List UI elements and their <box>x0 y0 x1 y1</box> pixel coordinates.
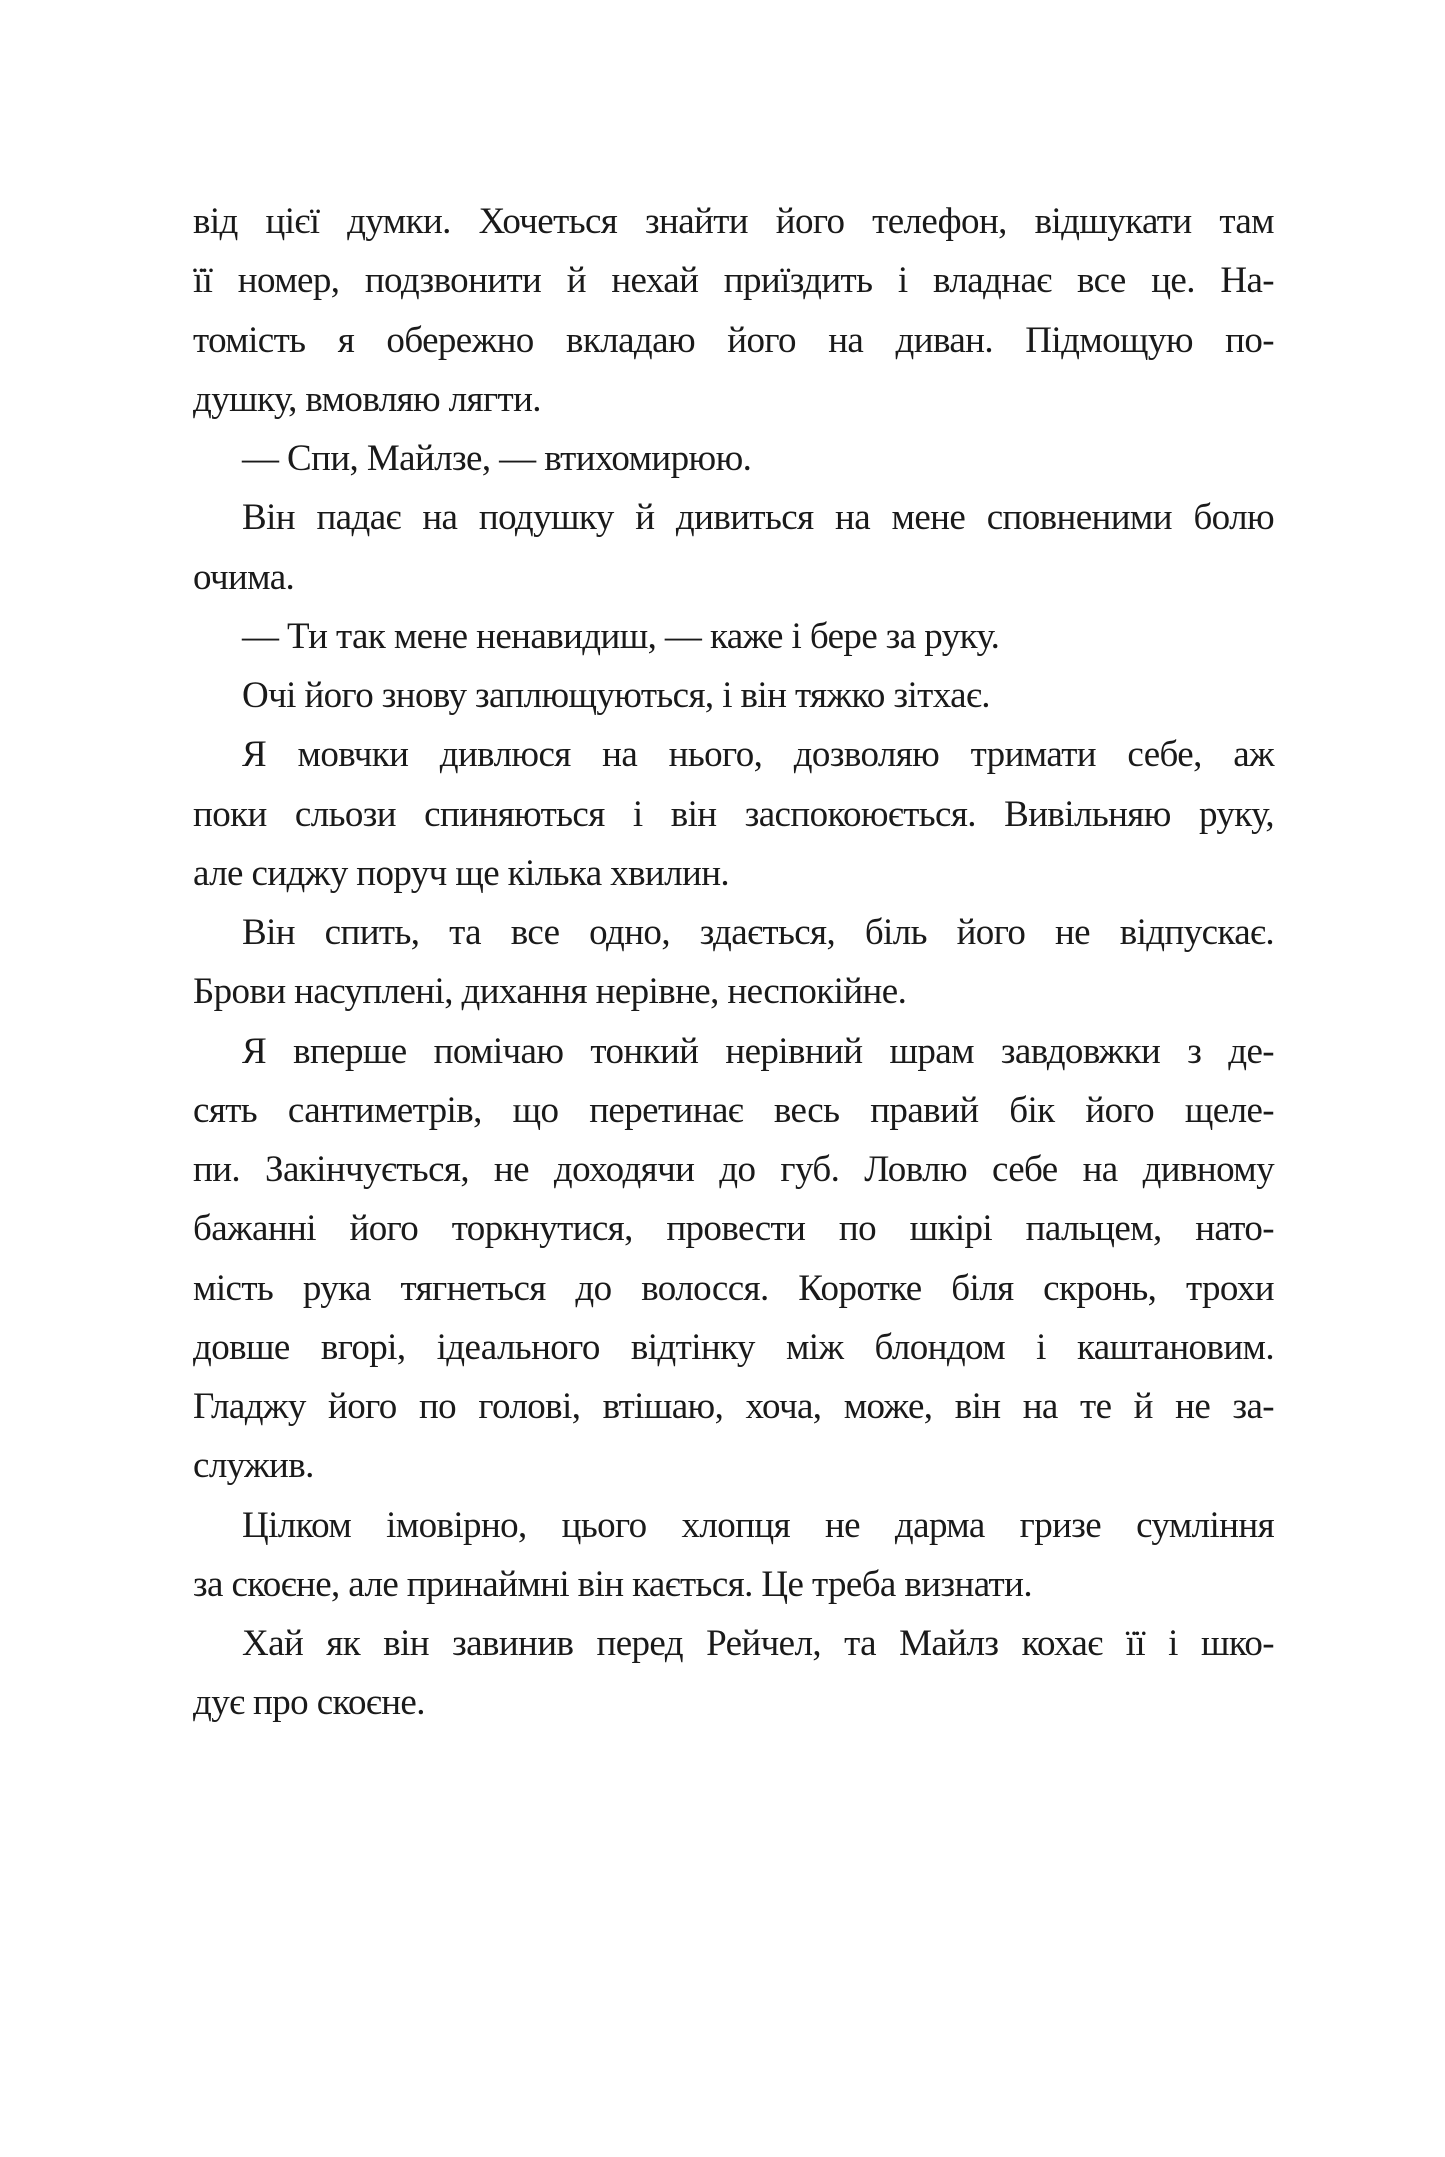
text-line: від цієї думки. Хочеться знайти його телефон, відшукати там <box>193 201 1274 242</box>
text-line: томість я обережно вкладаю його на диван. Підмощую по- <box>193 319 1274 361</box>
paragraph <box>193 1614 1274 1733</box>
text-line: — Спи, Майлзе, — втихомирюю. <box>242 438 752 479</box>
paragraph <box>193 666 1274 725</box>
text-line: Очі його знову заплющуються, і він тяжко зітхає. <box>242 675 990 716</box>
text-line: очима. <box>193 556 295 598</box>
text-line: Хай як він завинив перед Рейчел, та Майлз кохає її і шко- <box>242 1623 1274 1664</box>
paragraph <box>193 607 1274 666</box>
text-line: Я мовчки дивлюся на нього, дозволяю тримати себе, аж <box>242 734 1274 776</box>
text-line: Він падає на подушку й дивиться на мене сповненими болю <box>242 497 1274 539</box>
text-line: Гладжу його по голові, втішаю, хоча, може, він на те й не за- <box>193 1386 1274 1427</box>
paragraph <box>193 1022 1274 1496</box>
text-line: — Ти так мене ненавидиш, — каже і бере за руку. <box>242 615 1000 657</box>
text-line: дує про скоєне. <box>193 1682 425 1724</box>
text-line: довше вгорі, ідеального відтінку між блондом і каштановим. <box>193 1326 1274 1368</box>
paragraph <box>193 1496 1274 1615</box>
text-line: Він спить, та все одно, здається, біль його не відпускає. <box>242 912 1274 953</box>
paragraph <box>193 725 1274 903</box>
text-line: мість рука тягнеться до волосся. Коротке біля скронь, трохи <box>193 1267 1274 1309</box>
paragraph <box>193 192 1274 429</box>
paragraph <box>193 903 1274 1022</box>
text-line: бажанні його торкнутися, провести по шкірі пальцем, нато- <box>193 1208 1274 1250</box>
text-line: пи. Закінчується, не доходячи до губ. Ловлю себе на дивному <box>193 1149 1274 1190</box>
text-line: поки сльози спиняються і він заспокоюється. Вивільняю руку, <box>193 793 1274 835</box>
text-line: Цілком імовірно, цього хлопця не дарма гризе сумління <box>242 1504 1274 1546</box>
text-line: душку, вмовляю лягти. <box>193 378 541 420</box>
paragraph <box>193 429 1274 488</box>
text-line: її номер, подзвонити й нехай приїздить і владнає все це. На- <box>193 260 1274 302</box>
paragraph <box>193 488 1274 607</box>
text-line: служив. <box>193 1445 314 1487</box>
text-line: за скоєне, але принаймні він кається. Це треба визнати. <box>193 1563 1032 1605</box>
text-line: Я вперше помічаю тонкий нерівний шрам завдовжки з де- <box>242 1030 1274 1072</box>
text-line: Брови насуплені, дихання нерівне, неспокійне. <box>193 971 907 1013</box>
book-page-text <box>193 192 1274 1733</box>
text-line: сять сантиметрів, що перетинає весь правий бік його щеле- <box>193 1089 1274 1131</box>
text-line: але сиджу поруч ще кілька хвилин. <box>193 852 730 894</box>
